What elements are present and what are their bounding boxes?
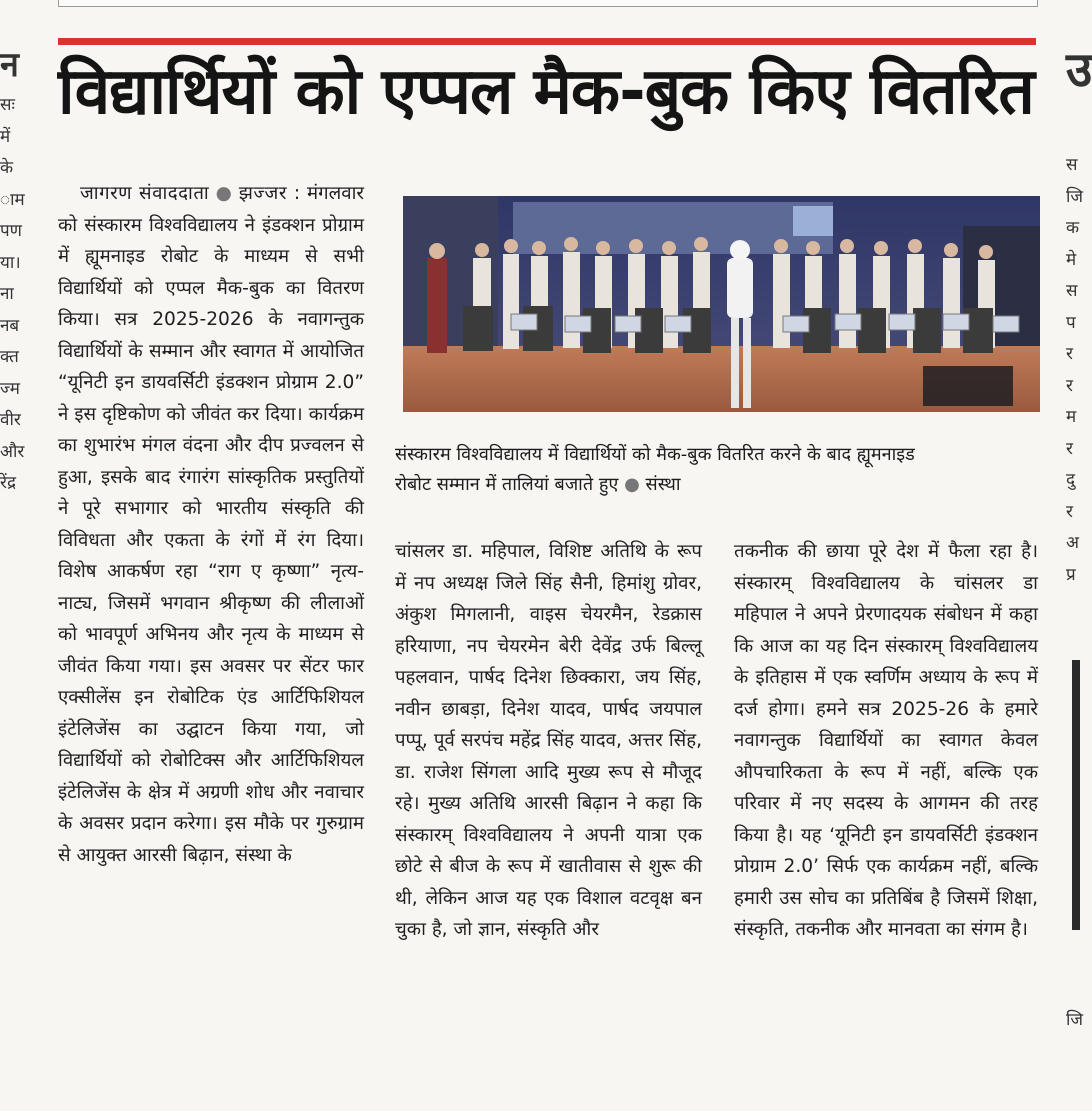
edge-text: क	[1066, 218, 1080, 238]
column-1-text: मंगलवार को संस्कारम विश्वविद्यालय ने इंडक्शन प्रोग्राम में ह्यूमनाइड रोबोट के माध्यम से सभी विद्यार्थियों को एप्पल मैक-बुक का वितरण किया। सत्र 2025-2026 के नवागन्तुक विद्यार्थियों के सम्मान और स्वागत में आयोजित “यूनिटी इन डायवर्सिटी इंडक्शन प्रोग्राम 2.0” ने इस दृष्टिकोण को जीवंत कर दिया। कार्यक्रम का शुभारंभ मंगल वंदना और दीप प्रज्वलन से हुआ, इसके बाद रंगारंग सांस्कृतिक प्रस्तुतियों ने पूरे सभागार को भारतीय संस्कृति की विविधता और एकता के रंगों में रंग दिया। विशेष आकर्षण रहा “राग ए कृष्णा” नृत्य-नाट्य, जिसमें भगवान श्रीकृष्ण की लीलाओं को भावपूर्ण अभिनय और नृत्य के माध्यम से जीवंत किया गया। इस अवसर पर सेंटर फार एक्सीलेंस इन रोबोटिक एंड आर्टिफिशियल इंटेलिजेंस का उद्घाटन किया गया, जो विद्यार्थियों को रोबोटिक्स और आर्टिफिशियल इंटेलिजेंस के क्षेत्र में अग्रणी शोध और नवाचार के अवसर प्रदान करेगा। इस मौके पर गुरुग्राम से आयुक्त आरसी बिढ़ान, संस्था के	[58, 183, 364, 866]
edge-text: म	[1066, 407, 1077, 427]
edge-text: जि	[1066, 1010, 1084, 1030]
edge-text: प	[1066, 312, 1076, 333]
stage-group-photo-illustration	[403, 196, 1040, 412]
edge-text: पण	[0, 221, 22, 241]
edge-text: वीर	[0, 410, 21, 430]
edge-text: प्र	[1066, 564, 1076, 585]
edge-text: स	[1066, 155, 1078, 175]
caption-line-2: रोबोट सम्मान में तालियां बजाते हुए	[395, 474, 619, 495]
article-column-1	[58, 178, 364, 871]
edge-text: ना	[0, 284, 14, 304]
edge-text: ाम	[0, 189, 25, 210]
edge-text: क्त	[0, 347, 19, 367]
photo-caption	[395, 440, 1040, 500]
edge-text: न	[0, 45, 19, 85]
edge-text: सः	[0, 95, 15, 115]
event-photo	[403, 196, 1040, 412]
byline-reporter: जागरण संवाददाता	[80, 183, 210, 204]
byline-dateline: झज्जर :	[238, 183, 301, 204]
byline-dot-icon: ●	[215, 183, 233, 204]
edge-text: र	[1066, 344, 1073, 364]
edge-text: र	[1066, 375, 1073, 396]
edge-headline-fragment: उ	[1066, 42, 1092, 98]
edge-photo-fragment	[1072, 660, 1080, 930]
caption-credit: संस्था	[645, 474, 681, 495]
edge-text: र	[1066, 438, 1073, 459]
top-border-box	[58, 0, 1038, 7]
column-3-text: तकनीक की छाया पूरे देश में फैला रहा है। संस्कारम् विश्वविद्यालय के चांसलर डा महिपाल ने अपने प्रेरणादयक संबोधन में कहा कि आज का यह दिन संस्कारम् विश्वविद्यालय के इतिहास में एक स्वर्णिम अध्याय के रूप में दर्ज होगा। हमने सत्र 2025-26 के हमारे नवागन्तुक विद्यार्थियों का स्वागत केवल औपचारिकता के रूप में नहीं, बल्कि एक परिवार में नए सदस्य के आगमन की तरह किया है। यह ‘यूनिटी इन डायवर्सिटी इंडक्शन प्रोग्राम 2.0’ सिर्फ एक कार्यक्रम नहीं, बल्कि हमारी उस सोच का प्रतिबिंब है जिसमें शिक्षा, संस्कृति, तकनीक और मानवता का संगम है।	[734, 541, 1038, 940]
edge-text: दु	[1066, 470, 1076, 490]
edge-text: नब	[0, 315, 20, 336]
edge-text: जि	[1066, 186, 1084, 207]
edge-text: में	[0, 126, 11, 147]
article-column-3	[734, 536, 1038, 946]
edge-text: र	[1066, 501, 1073, 522]
edge-text: या।	[0, 252, 21, 273]
column-2-text: चांसलर डा. महिपाल, विशिष्ट अतिथि के रूप में नप अध्यक्ष जिले सिंह सैनी, हिमांशु ग्रोवर, अंकुश मिगलानी, वाइस चेयरमैन, रेडक्रास हरियाणा, नप चेयरमेन बेरी देवेंद्र उर्फ बिल्लू पहलवान, पार्षद दिनेश छिक्कारा, जय सिंह, नवीन छाबड़ा, दिनेश यादव, पार्षद जयपाल पप्पू, पूर्व सरपंच महेंद्र सिंह यादव, अत्तर सिंह, डा. राजेश सिंगला आदि मुख्य रूप से मौजूद रहे। मुख्य अतिथि आरसी बिढ़ान ने कहा कि संस्कारम् विश्वविद्यालय ने अपनी यात्रा एक छोटे से बीज के रूप में खातीवास से शुरू की थी, लेकिन आज यह एक विशाल वटवृक्ष बन चुका है, जो ज्ञान, संस्कृति और	[395, 541, 702, 940]
edge-text: अ	[1066, 533, 1079, 553]
caption-dot-icon: ●	[624, 474, 640, 495]
caption-line-1: संस्कारम विश्वविद्यालय में विद्यार्थियों को मैक-बुक वितरित करने के बाद ह्यूमनाइड	[395, 444, 915, 465]
article-column-2	[395, 536, 702, 946]
edge-text: और	[0, 441, 25, 462]
red-divider-rule	[58, 38, 1036, 45]
left-adjacent-column-fragment	[0, 40, 24, 580]
right-adjacent-column-fragment	[1066, 40, 1092, 1080]
edge-text: ज्म	[0, 378, 20, 399]
edge-text: के	[0, 158, 14, 178]
edge-text: रेंद्र	[0, 473, 16, 493]
headline: विद्यार्थियों को एप्पल मैक-बुक किए वितरित	[58, 55, 1034, 129]
edge-text: मे	[1066, 249, 1077, 270]
edge-text: स	[1066, 281, 1078, 301]
